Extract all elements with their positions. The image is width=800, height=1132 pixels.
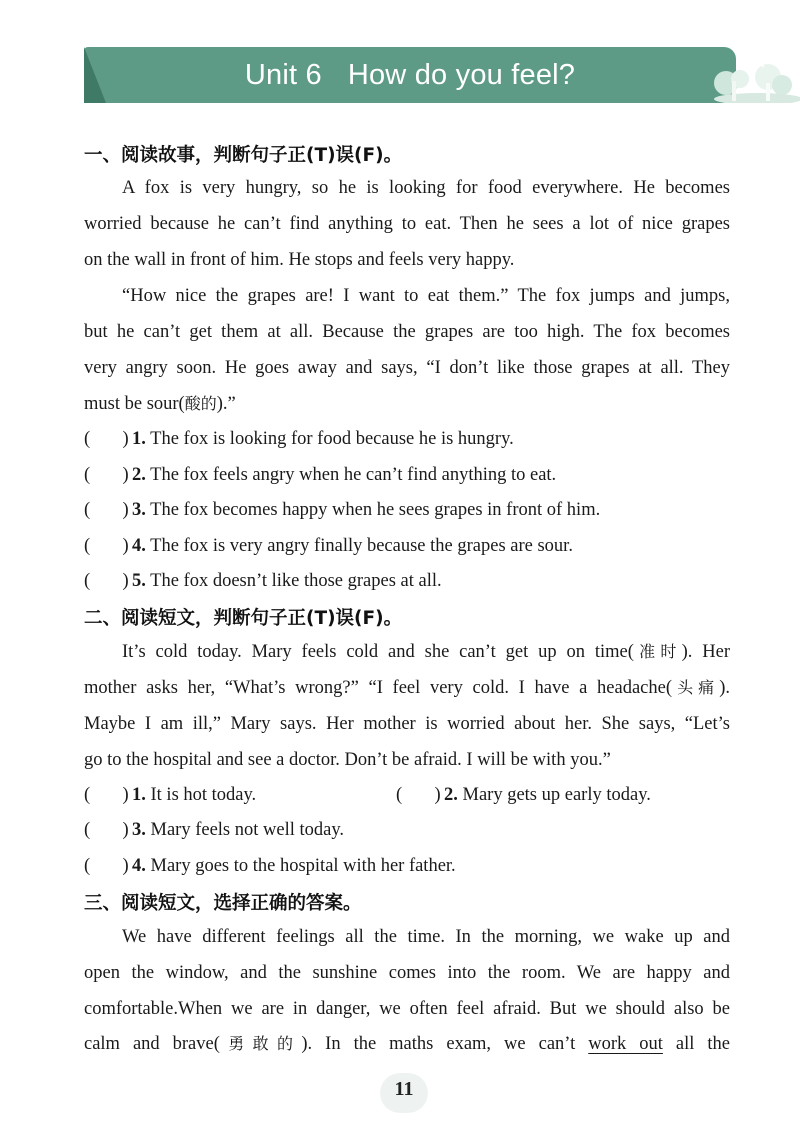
- s1-question-3: ( ) 3. The fox becomes happy when he sees grapes in front of him.: [84, 500, 601, 520]
- s2-line-4: go to the hospital and see a doctor. Don’t be afraid. I will be with you.”: [84, 750, 611, 770]
- s1-line-7: must be sour(酸的).”: [84, 394, 236, 414]
- s1-line-6: very angry soon. He goes away and says, “I don’t like those grapes at all. They: [84, 358, 730, 378]
- unit-title: [84, 47, 736, 103]
- s3-line-1: We have different feelings all the time. In the morning, we wake up and: [122, 927, 730, 947]
- answer-blank[interactable]: ( ): [84, 500, 129, 520]
- gloss-headache: 头痛: [672, 678, 720, 697]
- answer-blank[interactable]: ( ): [84, 536, 129, 556]
- underlined-phrase: work out: [588, 1034, 663, 1054]
- answer-blank[interactable]: ( ): [84, 429, 129, 449]
- section2-heading: 二、阅读短文，判断句子正(T)误(F)。: [84, 608, 403, 629]
- unit-name: How do you feel?: [347, 59, 576, 91]
- s1-line-2: worried because he can’t find anything to eat. Then he sees a lot of nice grapes: [84, 214, 730, 234]
- s3-line-2: open the window, and the sunshine comes into the room. We are happy and: [84, 963, 730, 983]
- page-number: 11: [394, 1078, 414, 1100]
- gloss-sour: 酸的: [184, 394, 217, 413]
- s1-line-3: on the wall in front of him. He stops and feels very happy.: [84, 250, 515, 270]
- s2-line-1: It’s cold today. Mary feels cold and she can’t get up on time(准时). Her: [122, 642, 730, 662]
- s2-question-1: ( ) 1. It is hot today.: [84, 785, 257, 805]
- s1-line-1: A fox is very hungry, so he is looking for food everywhere. He becomes: [122, 178, 730, 198]
- s1-line-5: but he can’t get them at all. Because the grapes are too high. The fox becomes: [84, 322, 730, 342]
- answer-blank[interactable]: ( ): [396, 785, 441, 805]
- s1-question-4: ( ) 4. The fox is very angry finally because the grapes are sour.: [84, 536, 573, 556]
- answer-blank[interactable]: ( ): [84, 856, 129, 876]
- s3-line-4: calm and brave(勇敢的). In the maths exam, we can’t work out all the: [84, 1034, 730, 1054]
- s2-question-4: ( ) 4. Mary goes to the hospital with her father.: [84, 856, 456, 876]
- section3-heading: 三、阅读短文，选择正确的答案。: [84, 893, 362, 914]
- s2-line-2: mother asks her, “What’s wrong?” “I feel very cold. I have a headache(头痛).: [84, 678, 730, 698]
- s2-question-3: ( ) 3. Mary feels not well today.: [84, 820, 345, 840]
- s1-question-5: ( ) 5. The fox doesn’t like those grapes at all.: [84, 571, 442, 591]
- s3-line-3: comfortable.When we are in danger, we often feel afraid. But we should also be: [84, 999, 730, 1019]
- tree-illustration-icon: [696, 59, 800, 103]
- banner-fold: [84, 47, 106, 103]
- answer-blank[interactable]: ( ): [84, 785, 129, 805]
- answer-blank[interactable]: ( ): [84, 820, 129, 840]
- answer-blank[interactable]: ( ): [84, 571, 129, 591]
- unit-banner: [84, 47, 736, 103]
- section1-heading: 一、阅读故事，判断句子正(T)误(F)。: [84, 145, 403, 166]
- s2-question-2: ( ) 2. Mary gets up early today.: [396, 785, 651, 805]
- s1-line-4: “How nice the grapes are! I want to eat them.” The fox jumps and jumps,: [122, 286, 730, 306]
- answer-blank[interactable]: ( ): [84, 465, 129, 485]
- s1-question-1: ( ) 1. The fox is looking for food because he is hungry.: [84, 429, 514, 449]
- gloss-brave: 勇敢的: [219, 1034, 302, 1053]
- s2-line-3: Maybe I am ill,” Mary says. Her mother is worried about her. She says, “Let’s: [84, 714, 730, 734]
- unit-number: Unit 6: [244, 59, 322, 91]
- s1-question-2: ( ) 2. The fox feels angry when he can’t find anything to eat.: [84, 465, 557, 485]
- gloss-on-time: 准时: [633, 642, 682, 661]
